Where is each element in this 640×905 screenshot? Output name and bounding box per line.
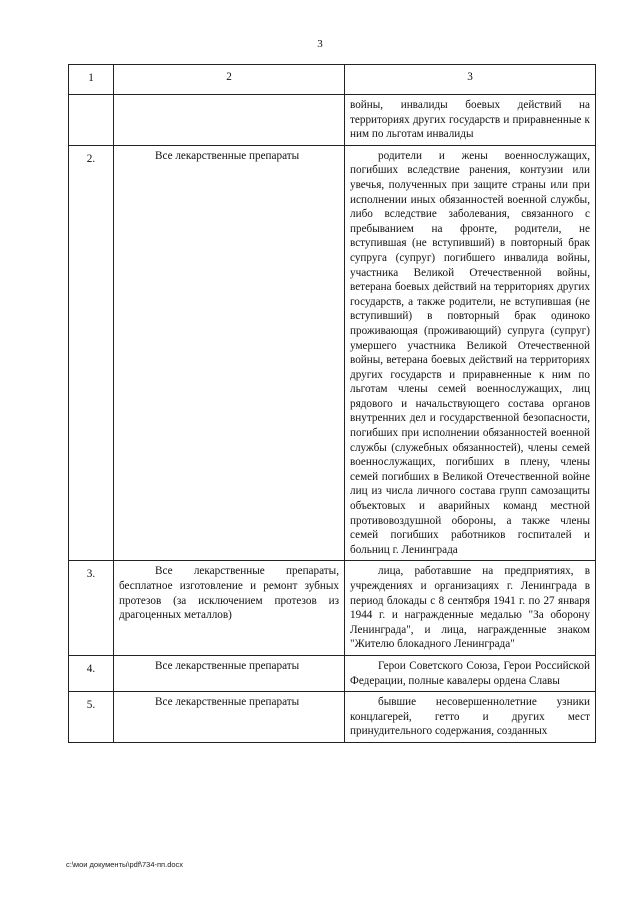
table-row [69, 95, 596, 146]
table-row [69, 655, 596, 691]
category-text: родители и жены военнослужащих, погибших вследствие ранения, контузии или увечья, полученных при защите страны или при исполнении иных обязанностей военной службы, либо вследствие заболевания, связанного с пребыванием на фронте, родители, не вступившая (не вступивший) в повторный брак супруга (супруг) погибшего инвалида войны, участника Великой Отечественной войны, ветерана боевых действий на территориях других государств, а также родители, не вступившая (не вступивший) в повторный брак одиноко проживающая (проживающий) супруга (супруг) умершего участника Великой Отечественной войны, ветерана боевых действий на территориях других государств и приравненные к ним по льготам члены семей военнослужащих, лиц рядового и начальствующего состава органов внутренних дел и государственной безопасности, погибших при исполнении обязанностей военной службы (служебных обязанностей), члены семей военнослужащих, погибших в плену, члены семей погибших в Великой Отечественной войне лиц из числа личного состава групп самозащиты объектовых и аварийных команд местной противовоздушной обороны, а также члены семей погибших работников госпиталей и больниц г. Ленинграда [350, 149, 590, 556]
row-category [345, 561, 596, 656]
row-number: 2. [69, 145, 114, 561]
row-number [69, 95, 114, 146]
table-row [69, 561, 596, 656]
table-row [69, 145, 596, 561]
benefit-text: Все лекарственные препараты, бесплатное изготовление и ремонт зубных протезов (за исключением протезов из драгоценных металлов) [119, 565, 339, 622]
page-number: 3 [317, 38, 323, 50]
row-benefit [114, 692, 345, 743]
header-col-3: 3 [345, 65, 596, 95]
row-category [345, 655, 596, 691]
header-col-2: 2 [114, 65, 345, 95]
table-row [69, 692, 596, 743]
document-file-path: c:\мои документы\pdf\734-пп.docx [66, 860, 184, 869]
benefits-table [68, 64, 596, 743]
table-header-row [69, 65, 596, 95]
category-text: бывшие несовершеннолетние узники концлагерей, гетто и других мест принудительного содержания, созданных [350, 696, 590, 738]
row-benefit [114, 145, 345, 561]
row-category [345, 145, 596, 561]
header-col-1: 1 [69, 65, 114, 95]
category-text: войны, инвалиды боевых действий на территориях других государств и приравненные к ним по льготам инвалиды [350, 99, 590, 141]
row-benefit [114, 95, 345, 146]
row-category [345, 692, 596, 743]
row-number: 4. [69, 655, 114, 691]
row-benefit [114, 655, 345, 691]
row-number: 5. [69, 692, 114, 743]
benefit-text: Все лекарственные препараты [155, 659, 300, 672]
benefit-text: Все лекарственные препараты [155, 696, 300, 709]
category-text: лица, работавшие на предприятиях, в учреждениях и организациях г. Ленинграда в период блокады с 8 сентября 1941 г. по 27 января 1944 г. и награжденные медалью "За оборону Ленинграда", и лица, награжденные знаком "Жителю блокадного Ленинграда" [350, 565, 590, 651]
row-benefit [114, 561, 345, 656]
category-text: Герои Советского Союза, Герои Российской Федерации, полные кавалеры ордена Славы [350, 659, 590, 687]
row-number: 3. [69, 561, 114, 656]
row-category [345, 95, 596, 146]
benefit-text: Все лекарственные препараты [155, 149, 300, 162]
